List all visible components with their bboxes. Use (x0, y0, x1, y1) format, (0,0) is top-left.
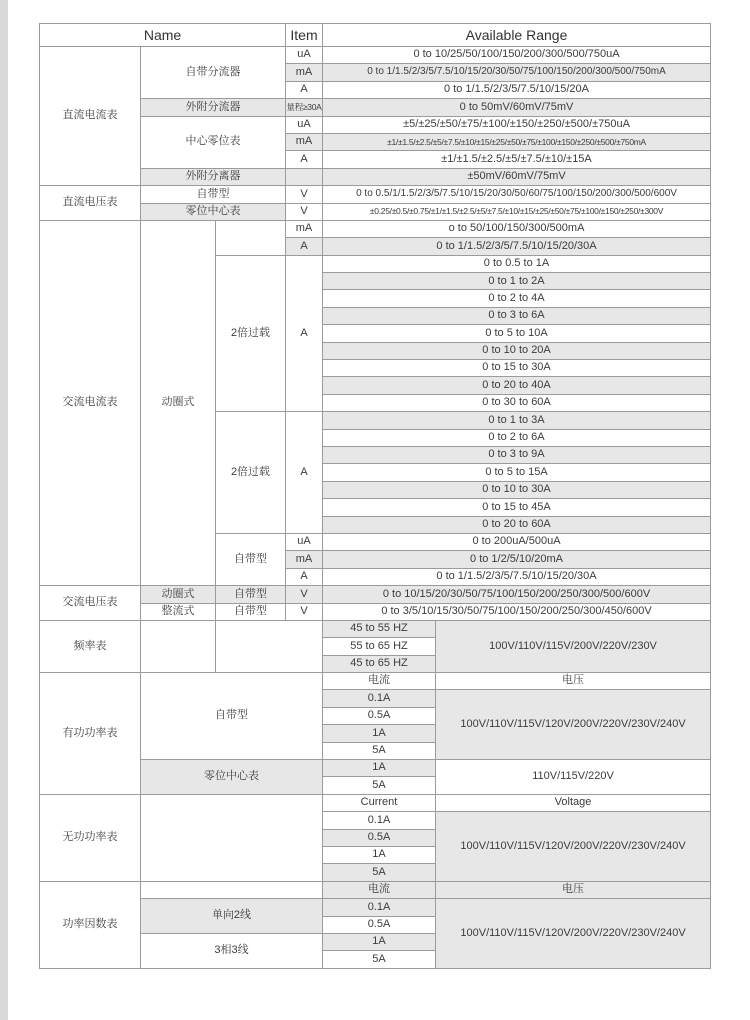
table-row (40, 47, 711, 64)
item-label: V (286, 603, 323, 620)
item-label: uA (286, 116, 323, 133)
page-left-strip (0, 0, 8, 1020)
table-row (40, 760, 711, 777)
range-value: 0 to 3 to 6A (323, 307, 711, 324)
spec-table (39, 23, 711, 969)
range-value: 0 to 0.5/1/1.5/2/3/5/7.5/10/15/20/30/50/60/75/100/150/200/300/500/600V (323, 186, 711, 203)
item-label: A (286, 255, 323, 412)
subcolumn-header-current: 电流 (323, 881, 436, 898)
type-label: 自带分流器 (141, 47, 286, 99)
range-value: ±0.25/±0.5/±0.75/±1/±1.5/±2.5/±5/±7.5/±10/±15/±25/±50/±75/±100/±150/±250/±300V (323, 203, 711, 220)
item-label: 量程≥30A (286, 99, 323, 116)
range-value: 100V/110V/115V/120V/200V/220V/230V/240V (436, 899, 711, 969)
range-value: 0.5A (323, 707, 436, 724)
table-row (40, 220, 711, 237)
type-label (216, 620, 323, 672)
type-label (141, 881, 323, 898)
type-label (216, 220, 286, 255)
range-value: 0 to 20 to 40A (323, 377, 711, 394)
range-value: 5A (323, 777, 436, 794)
item-label: mA (286, 133, 323, 150)
column-header-item: Item (286, 24, 323, 47)
type-label (141, 794, 323, 881)
table-row (40, 99, 711, 116)
range-value: 1A (323, 933, 436, 950)
type-label (141, 620, 216, 672)
table-row (40, 186, 711, 203)
type-label: 自带型 (216, 586, 286, 603)
range-value: 0 to 5 to 10A (323, 325, 711, 342)
range-value: ±5/±25/±50/±75/±100/±150/±250/±500/±750uA (323, 116, 711, 133)
item-label: V (286, 203, 323, 220)
range-value: 0 to 10 to 20A (323, 342, 711, 359)
section-active-power-meter-label: 有功功率表 (40, 673, 141, 795)
subcolumn-header-voltage: 电压 (436, 881, 711, 898)
range-value: 0 to 1/1.5/2/3/5/7.5/10/15/20A (323, 81, 711, 98)
range-value: 110V/115V/220V (436, 760, 711, 795)
range-value: o to 50/100/150/300/500mA (323, 220, 711, 237)
type-label: 单向2线 (141, 899, 323, 934)
type-label: 自带型 (141, 186, 286, 203)
range-value: 100V/110V/115V/120V/200V/220V/230V/240V (436, 812, 711, 882)
range-value: ±1/±1.5/±2.5/±5/±7.5/±10/±15/±25/±50/±75/±100/±150/±250/±500/±750mA (323, 133, 711, 150)
table-row (40, 168, 711, 185)
range-value: 0 to 3 to 9A (323, 446, 711, 463)
range-value: 0 to 30 to 60A (323, 394, 711, 411)
range-value: 0 to 15 to 45A (323, 499, 711, 516)
range-value: 0 to 200uA/500uA (323, 533, 711, 550)
type-label: 自带型 (141, 673, 323, 760)
spec-table-body (40, 24, 711, 969)
type-label: 自带型 (216, 533, 286, 585)
range-value: 0 to 1/1.5/2/3/5/7.5/10/15/20/30/50/75/100/150/200/300/500/750mA (323, 64, 711, 81)
range-value: 0 to 1 to 3A (323, 412, 711, 429)
range-value: 0 to 1/1.5/2/3/5/7.5/10/15/20/30A (323, 238, 711, 255)
table-row (40, 603, 711, 620)
type-label: 外附分流器 (141, 99, 286, 116)
range-value: 100V/110V/115V/200V/220V/230V (436, 620, 711, 672)
range-value: 100V/110V/115V/120V/200V/220V/230V/240V (436, 690, 711, 760)
table-row (40, 673, 711, 690)
type-label: 2倍过载 (216, 412, 286, 534)
type-label: 动圈式 (141, 220, 216, 585)
item-label: V (286, 586, 323, 603)
item-label (286, 168, 323, 185)
range-value: ±50mV/60mV/75mV (323, 168, 711, 185)
range-value: ±1/±1.5/±2.5/±5/±7.5/±10/±15A (323, 151, 711, 168)
range-value: 0 to 10/25/50/100/150/200/300/500/750uA (323, 47, 711, 64)
type-label: 零位中心表 (141, 760, 323, 795)
table-row (40, 203, 711, 220)
range-value: 0.1A (323, 690, 436, 707)
range-value: 0 to 1 to 2A (323, 273, 711, 290)
range-value: 0.5A (323, 829, 436, 846)
range-value: 0 to 5 to 15A (323, 464, 711, 481)
subcolumn-header-voltage: 电压 (436, 673, 711, 690)
range-value: 0 to 1/2/5/10/20mA (323, 551, 711, 568)
section-dc-voltmeter-label: 直流电压表 (40, 186, 141, 221)
column-header-name: Name (40, 24, 286, 47)
item-label: A (286, 412, 323, 534)
range-value: 0 to 50mV/60mV/75mV (323, 99, 711, 116)
type-label: 3相3线 (141, 933, 323, 968)
item-label: A (286, 568, 323, 585)
section-ac-voltmeter-label: 交流电压表 (40, 586, 141, 621)
table-row (40, 881, 711, 898)
type-label: 2倍过载 (216, 255, 286, 412)
item-label: uA (286, 533, 323, 550)
type-label: 外附分离器 (141, 168, 286, 185)
range-value: 0.1A (323, 899, 436, 916)
item-label: uA (286, 47, 323, 64)
range-value: 0.1A (323, 812, 436, 829)
section-ac-ammeter-label: 交流电流表 (40, 220, 141, 585)
section-frequency-meter-label: 频率表 (40, 620, 141, 672)
item-label: mA (286, 220, 323, 237)
range-value: 0 to 3/5/10/15/30/50/75/100/150/200/250/300/450/600V (323, 603, 711, 620)
table-row (40, 586, 711, 603)
range-value: 1A (323, 725, 436, 742)
range-value: 5A (323, 864, 436, 881)
section-power-factor-meter-label: 功率因数表 (40, 881, 141, 968)
range-value: 0 to 10/15/20/30/50/75/100/150/200/250/300/500/600V (323, 586, 711, 603)
type-label: 整流式 (141, 603, 216, 620)
type-label: 自带型 (216, 603, 286, 620)
table-row (40, 899, 711, 916)
range-value: 45 to 65 HZ (323, 655, 436, 672)
item-label: A (286, 238, 323, 255)
range-value: 45 to 55 HZ (323, 620, 436, 637)
range-value: 0.5A (323, 916, 436, 933)
item-label: V (286, 186, 323, 203)
range-value: 5A (323, 742, 436, 759)
section-reactive-power-meter-label: 无功功率表 (40, 794, 141, 881)
range-value: 0 to 1/1.5/2/3/5/7.5/10/15/20/30A (323, 568, 711, 585)
range-value: 1A (323, 760, 436, 777)
type-label: 零位中心表 (141, 203, 286, 220)
range-value: 5A (323, 951, 436, 968)
type-label: 中心零位表 (141, 116, 286, 168)
item-label: mA (286, 64, 323, 81)
table-row (40, 116, 711, 133)
item-label: A (286, 151, 323, 168)
item-label: A (286, 81, 323, 98)
range-value: 1A (323, 846, 436, 863)
range-value: 0 to 10 to 30A (323, 481, 711, 498)
range-value: 0 to 0.5 to 1A (323, 255, 711, 272)
range-value: 55 to 65 HZ (323, 638, 436, 655)
type-label: 动圈式 (141, 586, 216, 603)
range-value: 0 to 2 to 4A (323, 290, 711, 307)
table-row (40, 620, 711, 637)
item-label: mA (286, 551, 323, 568)
range-value: 0 to 2 to 6A (323, 429, 711, 446)
column-header-range: Available Range (323, 24, 711, 47)
subcolumn-header-current: Current (323, 794, 436, 811)
range-value: 0 to 20 to 60A (323, 516, 711, 533)
table-row (40, 794, 711, 811)
subcolumn-header-voltage: Voltage (436, 794, 711, 811)
subcolumn-header-current: 电流 (323, 673, 436, 690)
range-value: 0 to 15 to 30A (323, 360, 711, 377)
section-dc-ammeter-label: 直流电流表 (40, 47, 141, 186)
table-row (40, 24, 711, 47)
